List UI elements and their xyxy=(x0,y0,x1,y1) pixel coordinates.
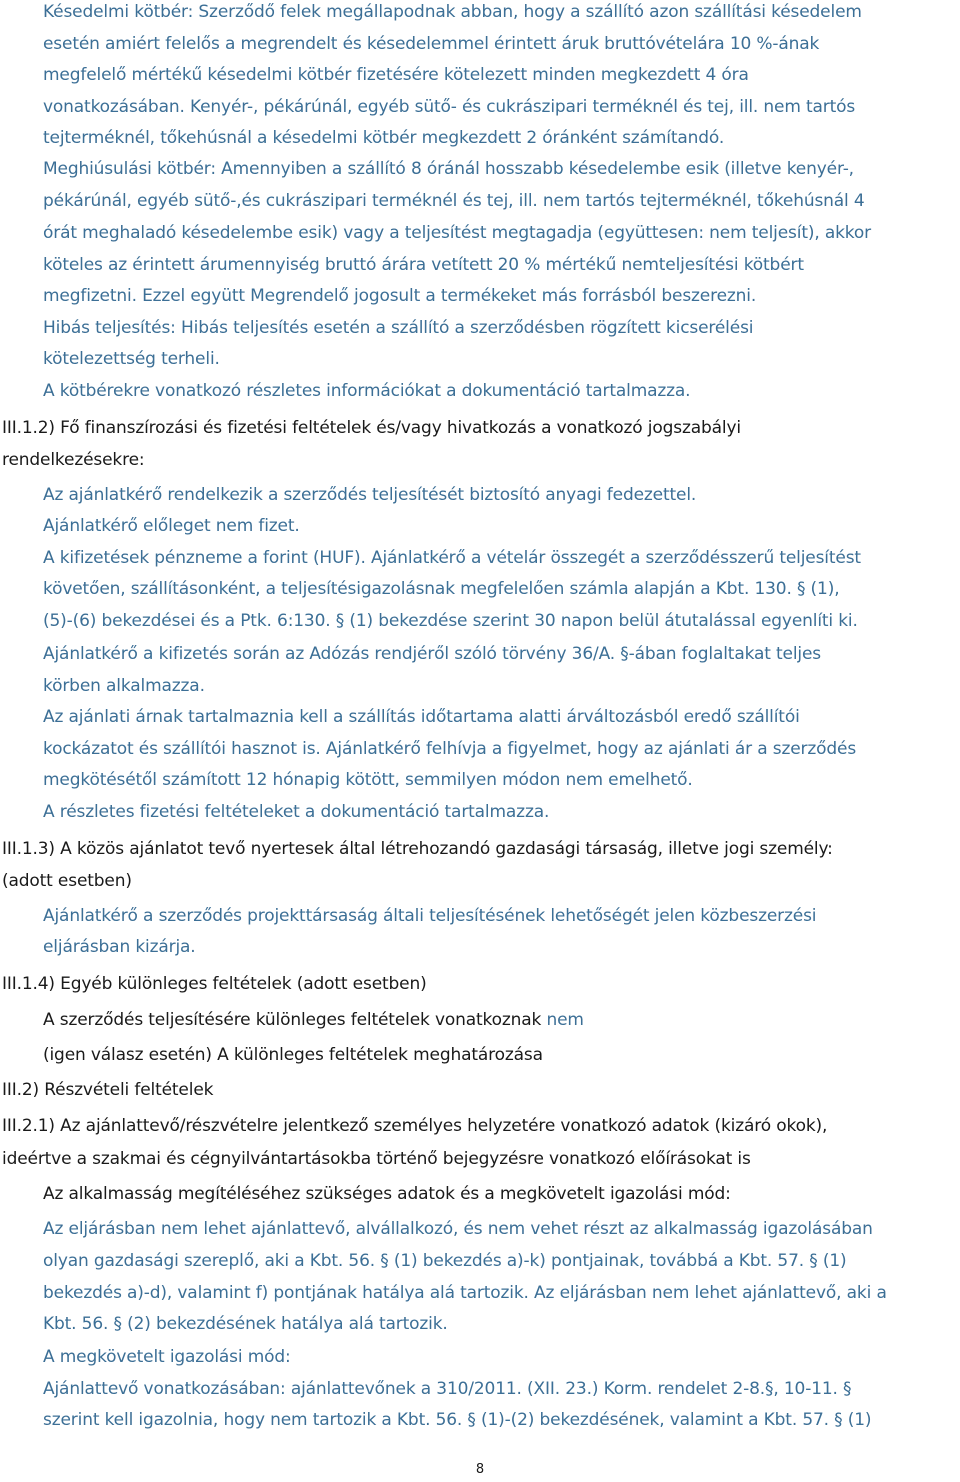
special-conditions-question: A szerződés teljesítésére különleges feltételek vonatkoznak xyxy=(43,1010,542,1030)
section-III-2-1-subheading: Az alkalmasság megítéléséhez szükséges adatok és a megkövetelt igazolási mód: xyxy=(43,1184,731,1204)
penalty-details-line: A kötbérekre vonatkozó részletes információkat a dokumentáció tartalmazza. xyxy=(43,381,691,401)
section-III-1-2-body-line: megkötésétől számított 12 hónapig kötött, semmilyen módon nem emelhető. xyxy=(43,770,693,790)
special-conditions-answer: nem xyxy=(546,1010,584,1030)
defective-performance-line: Hibás teljesítés: Hibás teljesítés esetén a szállító a szerződésben rögzített kicserélési xyxy=(43,318,754,338)
section-III-1-2-heading: III.1.2) Fő finanszírozási és fizetési feltételek és/vagy hivatkozás a vonatkozó jogszabályi xyxy=(2,418,741,438)
delay-penalty-line: megfelelő mértékű késedelmi kötbér fizetésére kötelezett minden megkezdett 4 óra xyxy=(43,65,749,85)
section-III-1-2-body-line: A részletes fizetési feltételeket a dokumentáció tartalmazza. xyxy=(43,802,550,822)
section-III-1-2-body-line: Az ajánlatkérő rendelkezik a szerződés teljesítését biztosító anyagi fedezettel. xyxy=(43,485,697,505)
section-III-2-1-body-line: szerint kell igazolnia, hogy nem tartozik a Kbt. 56. § (1)-(2) bekezdésének, valamint a Kbt. 57. § (1) xyxy=(43,1410,872,1430)
section-III-1-2-body-line: Ajánlatkérő a kifizetés során az Adózás rendjéről szóló törvény 36/A. §-ában foglaltakat teljes xyxy=(43,644,822,664)
section-III-1-3-heading: III.1.3) A közös ajánlatot tevő nyertesek által létrehozandó gazdasági társaság, illetve jogi személy: xyxy=(2,839,833,859)
section-III-1-3-body-line: Ajánlatkérő a szerződés projekttársaság általi teljesítésének lehetőségét jelen közbeszerzési xyxy=(43,906,817,926)
delay-penalty-line: esetén amiért felelős a megrendelt és késedelemmel érintett áruk bruttóvételára 10 %-ának xyxy=(43,34,820,54)
section-III-1-2-body-line: A kifizetések pénzneme a forint (HUF). Ajánlatkérő a vételár összegét a szerződésszerű teljesítést xyxy=(43,548,861,568)
section-III-2-1-heading: ideértve a szakmai és cégnyilvántartásokba történő bejegyzésre vonatkozó előírásokat is xyxy=(2,1149,751,1169)
delay-penalty-line: tejterméknél, tőkehúsnál a késedelmi kötbér megkezdett 2 óránként számítandó. xyxy=(43,128,725,148)
nonperformance-penalty-line: megfizetni. Ezzel együtt Megrendelő jogosult a termékeket más forrásból beszerezni. xyxy=(43,286,757,306)
section-III-1-2-body-line: kockázatot és szállítói hasznot is. Ajánlatkérő felhívja a figyelmet, hogy az ajánlati ár a szerződés xyxy=(43,739,857,759)
special-conditions-row xyxy=(43,1009,584,1031)
special-conditions-note: (igen válasz esetén) A különleges feltételek meghatározása xyxy=(43,1045,543,1065)
page-number: 8 xyxy=(475,1462,485,1477)
section-III-1-3-body-line: eljárásban kizárja. xyxy=(43,937,196,957)
section-III-1-2-body-line: Az ajánlati árnak tartalmaznia kell a szállítás időtartama alatti árváltozásból eredő szállítói xyxy=(43,707,800,727)
section-III-1-2-heading: rendelkezésekre: xyxy=(2,450,145,470)
section-III-2-1-body-line: bekezdés a)-d), valamint f) pontjának hatálya alá tartozik. Az eljárásban nem lehet ajánlattevő, aki a xyxy=(43,1283,887,1303)
section-III-2-1-heading: III.2.1) Az ajánlattevő/részvételre jelentkező személyes helyzetére vonatkozó adatok (kizáró okok), xyxy=(2,1116,828,1136)
section-III-1-3-heading: (adott esetben) xyxy=(2,871,132,891)
section-III-1-2-body-line: Ajánlatkérő előleget nem fizet. xyxy=(43,516,300,536)
section-III-2-1-body-line: Az eljárásban nem lehet ajánlattevő, alvállalkozó, és nem vehet részt az alkalmasság igazolásában xyxy=(43,1219,873,1239)
section-III-1-2-body-line: (5)-(6) bekezdései és a Ptk. 6:130. § (1) bekezdése szerint 30 napon belül átutalással egyenlíti ki. xyxy=(43,611,858,631)
section-III-2-1-body-line: Kbt. 56. § (2) bekezdésének hatálya alá tartozik. xyxy=(43,1314,448,1334)
section-III-2-1-body-line: olyan gazdasági szereplő, aki a Kbt. 56. § (1) bekezdés a)-k) pontjainak, továbbá a Kbt. 57. § (1) xyxy=(43,1251,847,1271)
section-III-1-2-body-line: követően, szállításonként, a teljesítésigazolásnak megfelelően számla alapján a Kbt. 130. § (1), xyxy=(43,579,840,599)
nonperformance-penalty-line: Meghiúsulási kötbér: Amennyiben a szállító 8 óránál hosszabb késedelembe esik (illetve kenyér-, xyxy=(43,159,854,179)
section-III-2-heading: III.2) Részvételi feltételek xyxy=(2,1080,214,1100)
defective-performance-line: kötelezettség terheli. xyxy=(43,349,220,369)
delay-penalty-line: Késedelmi kötbér: Szerződő felek megállapodnak abban, hogy a szállító azon szállítási késedelem xyxy=(43,2,862,22)
section-III-1-4-heading: III.1.4) Egyéb különleges feltételek (adott esetben) xyxy=(2,974,427,994)
nonperformance-penalty-line: pékárúnál, egyéb sütő-,és cukrászipari terméknél és tej, ill. nem tartós tejterméknél, tőkehúsnál 4 xyxy=(43,191,865,211)
nonperformance-penalty-line: órát meghaladó késedelembe esik) vagy a teljesítést megtagadja (együttesen: nem teljesít), akkor xyxy=(43,223,871,243)
section-III-2-1-body-line: A megkövetelt igazolási mód: xyxy=(43,1347,291,1367)
delay-penalty-line: vonatkozásában. Kenyér-, pékárúnál, egyéb sütő- és cukrászipari terméknél és tej, ill. nem tartós xyxy=(43,97,856,117)
section-III-1-2-body-line: körben alkalmazza. xyxy=(43,676,205,696)
section-III-2-1-body-line: Ajánlattevő vonatkozásában: ajánlattevőnek a 310/2011. (XII. 23.) Korm. rendelet 2-8.§, 10-11. § xyxy=(43,1379,852,1399)
nonperformance-penalty-line: köteles az érintett árumennyiség bruttó árára vetített 20 % mértékű nemteljesítési kötbért xyxy=(43,255,804,275)
